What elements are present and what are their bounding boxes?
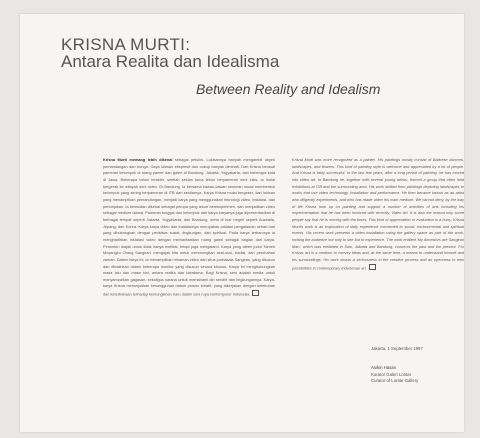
- place-date: Jakarta, 1 September 1997: [371, 346, 423, 351]
- right-body: Krisna Murti was more recognized as a painter. His paintings mostly consist of Balinese dancers, landscapes, and flowers. This kind of painting style is welcome and appreciated by a lot of people. And Krisna is fairly successful. In the last few years, after a long period of painting, he has moved into video art. In Bandung he, together with several young artists, formed a group that often held exhibitions at ITB and the surrounding area. His work shifted from paintings depicting landscapes to works that use video technology, installation and performance. He then became known as an artist who diligently experiments, and who has made video his main medium. We cannot deny, by the way of life Krisna took up on painting and support a number of activities of arts including his experimentation that he has been involved with recently, Video Art. It is also the reason why some people say that he is moving with the times. This kind of appreciation or evaluation is a hurry. Krisna Murti's work is an exploration of daily experience connected to social, environmental and spiritual events. His recent work presents a video installation using the gallery space as part of the work, inviting the audience not only to see but to experience. The work entitled 'My Ancestors are Sangiran Man', which was exhibited in Solo, Jakarta and Bandung, connects the past and the present. For Krisna, art is a medium to convey ideas and, at the same time, a means to understand himself and his surroundings. His work shows a seriousness in the creative process and an openness to new possibilities in contemporary Indonesian art.: [292, 158, 464, 270]
- catalog-page: [20, 14, 464, 432]
- signature-block: [371, 365, 418, 385]
- signer-name: Asikin Hasan: [371, 365, 397, 370]
- signer-role-en: Curator of Lontar Gallery: [371, 378, 419, 383]
- page-title-line1: KRISNA MURTI:: [61, 35, 191, 54]
- signer-role-id: Kurator Galeri Lontar: [371, 371, 412, 377]
- left-body: sebagai pelukis. Lukisannya banyak mengambil obyek pemandangan dan bunga. Gaya lukisan ekspresif dan cukup banyak diminati. Dari Krisna berasal pameran kelompok di ruang pamer dan galeri di Bandung, Jakarta, Yogyakarta, dan beberapa kota di Jawa. Beberapa tahun terakhir, setelah sekian lama tekun berpameran seni lukis, ia mulai bergerak ke wilayah seni video. Di Bandung, ia bersama kawan-kawan seniman muda membentuk kelompok yang sering berpameran di ITB dan sekitarnya. Karya Krisna mulai bergeser, dari lukisan yang menampilkan pemandangan, menjadi karya yang menggunakan teknologi video, instalasi, dan pertunjukan. Ia kemudian dikenal sebagai perupa yang tekun bereksperimen, dan menjadikan video sebagai medium utama. Pameran tunggal dan kelompok dari karya-karyanya juga dipresentasikan di berbagai tempat seperti Jakarta, Yogyakarta, dan Bandung, serta di luar negeri seperti Australia, Jepang, dan Korea. Karya-karya video dan instalasinya merupakan catatan pengalaman sehari-hari yang dihubungkan dengan peristiwa sosial, lingkungan, dan spiritual. Pada karya terbarunya ia menghadirkan instalasi video dengan memanfaatkan ruang galeri sebagai bagian dari karya. Penonton diajak untuk tidak hanya melihat, tetapi juga mengalami. Karya yang diberi judul 'Nenek Moyangku Orang Sangiran' mengajak kita untuk merenungkan asal-usul, tradisi, dan perubahan zaman. Dalam karya ini, ia menampilkan rekaman video dari situs purbakala Sangiran, yang disusun dan dimainkan dalam beberapa monitor yang disusun secara khusus. Karya ini menghubungkan masa lalu dan masa kini, antara realita dan idealisma. Bagi Krisna, seni adalah media untuk menyampaikan gagasan, sekaligus sarana untuk memahami diri sendiri dan lingkungannya. Karya-karya Krisna menunjukkan kesungguhan dalam proses kreatif, yang dikerjakan dengan ketekunan dan keterbukaan terhadap kemungkinan baru dalam seni rupa kontemporer Indonesia.: [103, 158, 275, 297]
- lead-sentence: Krisna Murti memang lebih dikenal: [103, 158, 173, 162]
- end-of-article-icon: [252, 290, 259, 296]
- left-column-text: [103, 157, 275, 365]
- page-title-line2: Antara Realita dan Idealisma: [61, 52, 280, 71]
- end-of-article-icon: [369, 264, 376, 270]
- right-column-text: [292, 157, 464, 285]
- page-subtitle: Between Reality and Idealism: [196, 81, 381, 97]
